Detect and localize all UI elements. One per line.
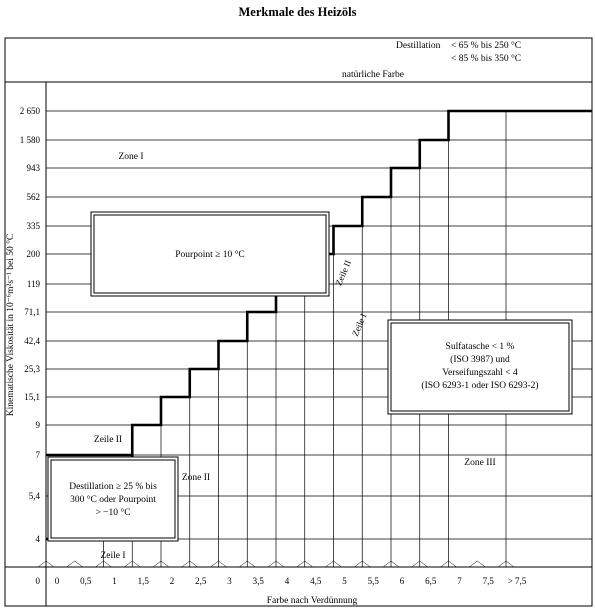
x-tick-label: 1 [112,576,117,586]
arrow-tick [412,561,420,567]
sulfate-box-line4: (ISO 6293-1 oder ISO 6293-2) [421,381,539,391]
arrow-tick [67,561,75,567]
arrow-tick [441,561,449,567]
x-tick-label: 5,5 [367,576,379,586]
x-tick-labels [55,576,527,586]
y-tick-label: 1 580 [19,135,40,145]
distillation-box-line1: Destillation ≥ 25 % bis [69,482,157,492]
pourpoint-text: Pourpoint ≥ 10 °C [175,250,245,260]
zone2-right-label: Zone II [181,473,211,483]
arrow-tick [153,561,161,567]
sulfate-box-line3: Verseifungszahl < 4 [442,368,518,378]
arrow-tick [276,561,284,567]
y-tick-label: 42,4 [24,336,40,346]
x-tick-label: 4 [284,576,290,586]
natural-color-label: natürliche Farbe [342,70,404,80]
y-tick-label: 0 [35,576,40,586]
arrow-tick [449,561,457,567]
distillation-line1: < 65 % bis 250 °C [451,41,522,51]
arrow-tick [46,561,54,567]
y-tick-label: 71,1 [24,307,40,317]
arrow-tick [506,561,514,567]
zone1-bottom-label: Zeile I [100,551,126,561]
arrow-tick [498,561,506,567]
y-tick-label: 25,3 [24,364,40,374]
y-tick-label: 9 [35,420,40,430]
y-tick-label: 943 [26,163,40,173]
distillation-box-line2: 300 °C oder Pourpoint [70,495,156,505]
x-tick-label: 7,5 [482,576,494,586]
y-tick-labels [20,106,41,586]
diagonal-zeile2-label: Zeile II [333,258,354,288]
arrow-tick [132,561,140,567]
arrow-tick [190,561,198,567]
arrow-tick [219,561,227,567]
arrow-tick [211,561,219,567]
x-tick-label: 3 [227,576,232,586]
y-tick-label: 119 [26,279,40,289]
x-tick-label: 1,5 [137,576,149,586]
x-tick-label: 4,5 [310,576,322,586]
distillation-line2: < 85 % bis 350 °C [451,54,522,64]
x-tick-label: 0 [54,576,60,586]
arrow-tick [268,561,276,567]
y-tick-label: 562 [26,192,40,202]
x-tick-label: 3,5 [252,576,264,586]
arrow-tick [354,561,362,567]
pourpoint-box [91,212,329,296]
distillation-box-line3: > −10 °C [95,508,131,518]
sulfate-box [388,320,572,414]
x-tick-label: 6,5 [425,576,437,586]
x-tick-label: > 7,5 [507,576,527,586]
x-tick-label: 0,5 [80,576,92,586]
arrow-tick [297,561,305,567]
y-tick-label: 7 [35,450,40,460]
x-tick-label: 7 [457,576,462,586]
arrow-tick [326,561,334,567]
x-tick-label: 2,5 [195,576,207,586]
y-tick-label: 335 [26,221,40,231]
arrow-tick [247,561,255,567]
x-tick-label: 2 [169,576,175,586]
x-axis-label: Farbe nach Verdünnung [266,596,358,606]
x-tick-label: 5 [342,576,347,586]
y-axis-label: Kinematische Viskosität in 10⁻⁶m²s⁻¹ bei 50 °C [6,233,16,417]
arrow-tick [362,561,370,567]
arrow-tick [124,561,132,567]
arrow-tick [420,561,428,567]
arrow-tick [161,561,169,567]
arrow-tick [96,561,104,567]
zone2-left-label: Zeile II [93,435,123,445]
y-tick-label: 15,1 [24,392,40,402]
x-tick-label: 6 [399,576,405,586]
arrow-tick [305,561,313,567]
arrow-tick [38,561,46,567]
arrow-tick [477,561,485,567]
arrow-tick [334,561,342,567]
distillation-label: Destillation [396,41,441,51]
arrow-tick [469,561,477,567]
y-tick-label: 200 [26,249,40,259]
diagonal-zeile1-label: Zeile I [349,311,369,338]
arrow-tick [182,561,190,567]
sulfate-box-line2: (ISO 3987) und [450,355,510,365]
sulfate-box-line1: Sulfatasche < 1 % [445,342,515,352]
arrow-tick [75,561,83,567]
arrow-tick [383,561,391,567]
distillation-box [48,457,178,541]
y-tick-label: 4 [35,534,40,544]
page-title: Merkmale des Heizöls [238,5,357,19]
arrow-tick [391,561,399,567]
zone3-label: Zone III [464,458,496,468]
y-tick-label: 2 650 [19,106,40,116]
y-tick-label: 5,4 [28,491,40,501]
zone1-top-label: Zone I [118,152,144,162]
arrow-tick [104,561,112,567]
arrow-tick [239,561,247,567]
